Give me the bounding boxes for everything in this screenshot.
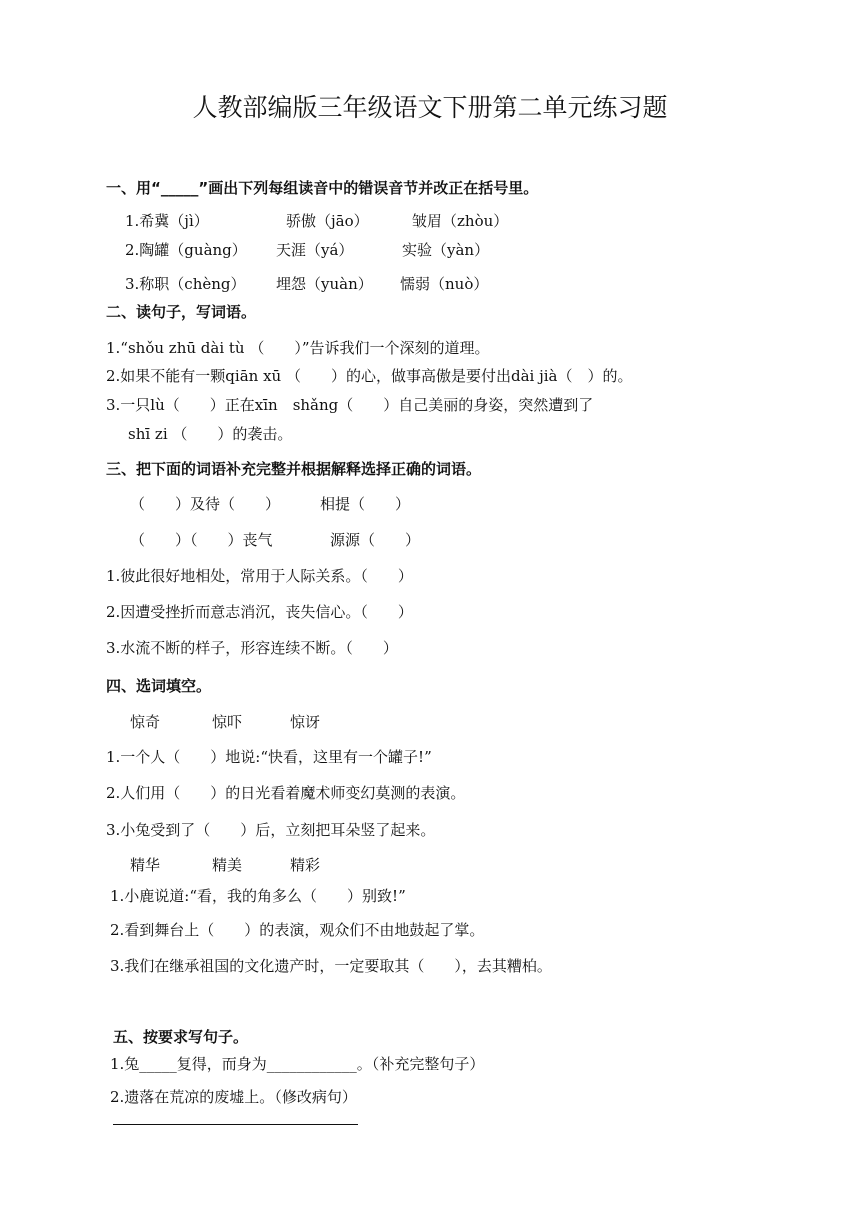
s4-word-5: 精美 <box>212 856 243 874</box>
s1-row1-item2: 骄傲（jāo） <box>286 212 369 230</box>
s2-line3: 3.一只lù（ ）正在xīn shǎng（ ）自己美丽的身姿，突然遭到了 <box>106 396 594 414</box>
s2-line2: 2.如果不能有一颗qiān xū （ ）的心，做事高傲是要付出dài jià（ ）的。 <box>106 367 633 385</box>
s1-row1-item1: 1.希冀（jì） <box>125 212 209 230</box>
section-5-heading: 五、按要求写句子。 <box>113 1028 249 1046</box>
s3-row1-item1: （ ）及待（ ） <box>130 495 281 513</box>
s1-row2-item3: 实验（yàn） <box>402 241 490 259</box>
s4-word-3: 惊讶 <box>290 713 321 731</box>
section-2-heading: 二、读句子，写词语。 <box>106 303 257 321</box>
s4-line1-2: 2.人们用（ ）的日光看着魔术师变幻莫测的表演。 <box>106 784 466 802</box>
s2-line1: 1.“shǒu zhū dài tù （ ）”告诉我们一个深刻的道理。 <box>106 339 490 357</box>
s3-row2-item1: （ ）（ ）丧气 <box>130 531 273 549</box>
section-3-heading: 三、把下面的词语补充完整并根据解释选择正确的词语。 <box>106 460 482 478</box>
s5-line1: 1.兔_____复得，而身为____________。（补充完整句子） <box>110 1055 485 1073</box>
s1-row3-item3: 懦弱（nuò） <box>400 275 489 293</box>
s1-row2-item1: 2.陶罐（guàng） <box>125 241 247 259</box>
s4-word-2: 惊吓 <box>212 713 243 731</box>
section-4-heading: 四、选词填空。 <box>106 677 212 695</box>
s1-row3-item1: 3.称职（chèng） <box>125 275 246 293</box>
s4-line2-3: 3.我们在继承祖国的文化遗产时，一定要取其（ ），去其糟柏。 <box>110 957 552 975</box>
s4-line2-2: 2.看到舞台上（ ）的表演，观众们不由地鼓起了掌。 <box>110 921 485 939</box>
s1-row1-item3: 皱眉（zhòu） <box>412 212 509 230</box>
s4-line2-1: 1.小鹿说道:“看，我的角多么（ ）别致!” <box>110 887 406 905</box>
s3-row1-item2: 相提（ ） <box>320 495 411 513</box>
s5-line2: 2.遗落在荒凉的废墟上。（修改病句） <box>110 1088 357 1106</box>
answer-blank-line <box>113 1124 358 1125</box>
s1-row2-item2: 天涯（yá） <box>276 241 354 259</box>
s4-line1-1: 1.一个人（ ）地说:“快看，这里有一个罐子!” <box>106 748 432 766</box>
s3-line1: 1.彼此很好地相处，常用于人际关系。（ ） <box>106 567 413 585</box>
s3-line2: 2.因遭受挫折而意志消沉，丧失信心。（ ） <box>106 603 413 621</box>
s1-row3-item2: 埋怨（yuàn） <box>276 275 373 293</box>
s2-line4: shī zi （ ）的袭击。 <box>128 425 293 443</box>
page-title: 人教部编版三年级语文下册第二单元练习题 <box>192 93 668 122</box>
s4-word-4: 精华 <box>130 856 161 874</box>
s4-line1-3: 3.小兔受到了（ ）后，立刻把耳朵竖了起来。 <box>106 821 436 839</box>
s4-word-1: 惊奇 <box>130 713 161 731</box>
s4-word-6: 精彩 <box>290 856 321 874</box>
s3-row2-item2: 源源（ ） <box>330 531 421 549</box>
section-1-heading: 一、用“_____”画出下列每组读音中的错误音节并改正在括号里。 <box>106 179 539 197</box>
s3-line3: 3.水流不断的样子，形容连续不断。（ ） <box>106 639 398 657</box>
